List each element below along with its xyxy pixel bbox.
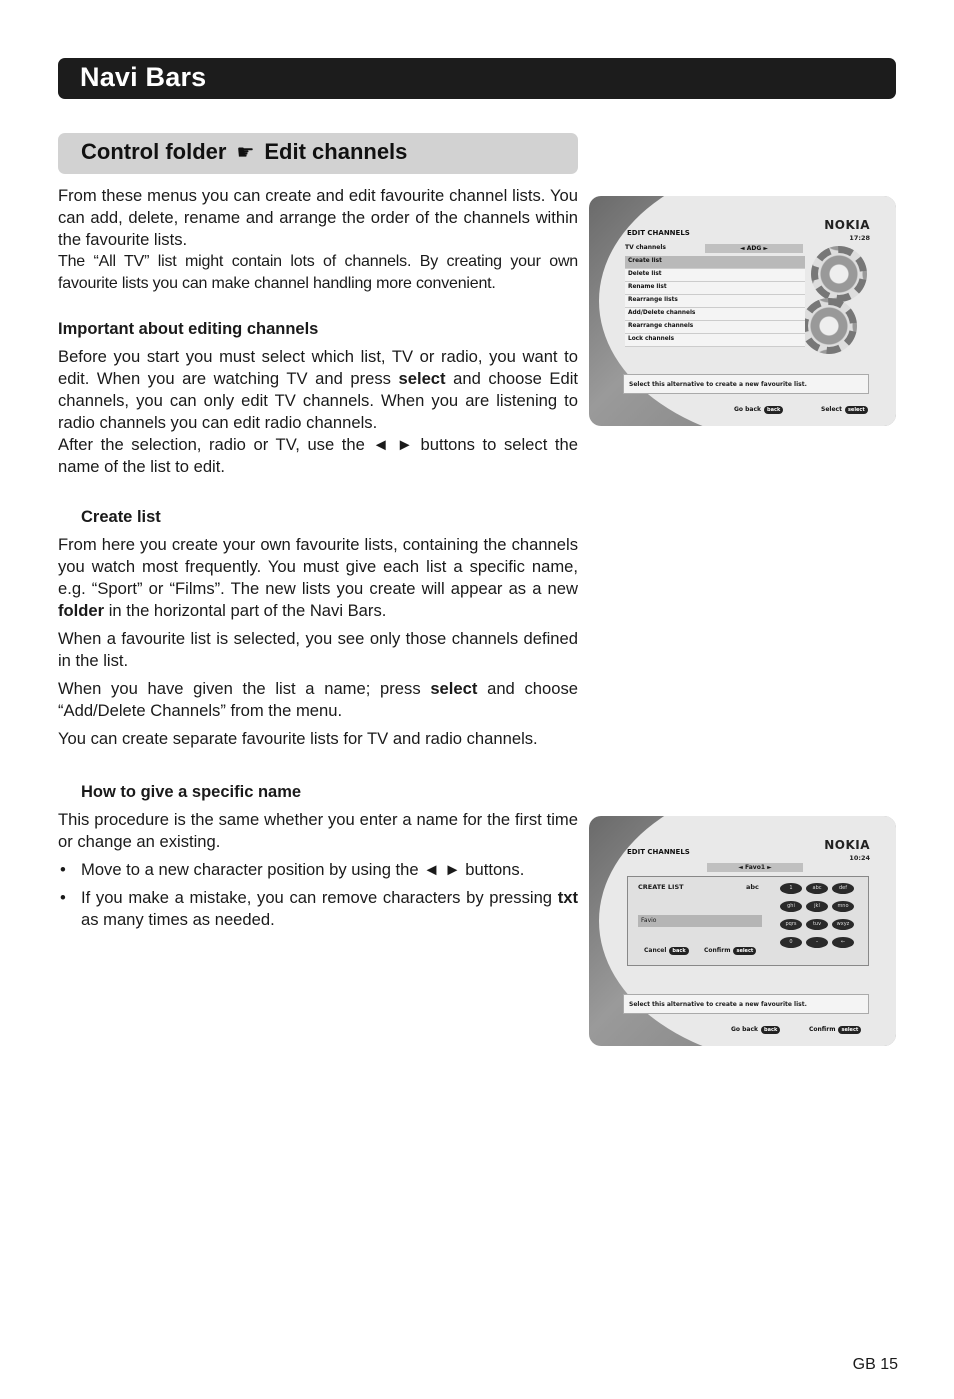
pointing-hand-icon: ☛	[236, 142, 255, 164]
important-heading: Important about editing channels	[58, 320, 319, 338]
intro-text	[58, 185, 578, 295]
section-right: Edit channels	[264, 139, 408, 164]
screen-hint: Select this alternative to create a new favourite list.	[623, 994, 869, 1014]
menu-item-create-list[interactable]: Create list	[625, 256, 805, 269]
key[interactable]: abc	[806, 883, 828, 894]
important-section	[58, 318, 578, 478]
back-button[interactable]: back	[761, 1026, 780, 1034]
list-name-field[interactable]: Favio	[638, 915, 762, 927]
naming-bullets	[58, 859, 578, 931]
menu-item-delete-list[interactable]: Delete list	[625, 269, 805, 282]
key[interactable]: –	[806, 937, 828, 948]
naming-bullet-1: • Move to a new character position by using the ◄ ► buttons.	[58, 859, 578, 881]
input-mode: abc	[746, 883, 759, 891]
create-heading: Create list	[81, 508, 161, 526]
menu-item-lock-channels[interactable]: Lock channels	[625, 334, 805, 347]
screen-title: EDIT CHANNELS	[627, 848, 690, 856]
cancel-button[interactable]: back	[669, 947, 688, 955]
tv-channels-row: TV channels ◄ ADG ►	[625, 244, 805, 256]
confirm-button[interactable]: select	[733, 947, 756, 955]
confirm-footer-hint: Confirm select	[809, 1026, 861, 1034]
naming-paragraph-1: This procedure is the same whether you enter a name for the first time or change an existing.	[58, 810, 578, 851]
select-hint: Select select	[821, 406, 868, 414]
select-button[interactable]: select	[845, 406, 868, 414]
screen-clock: 10:24	[849, 854, 870, 862]
create-paragraph-3: When you have given the list a name; press select and choose “Add/Delete Channels” from the menu.	[58, 679, 578, 720]
create-paragraph-1: From here you create your own favourite lists, containing the channels you watch most frequently. You must give each list a specific name, e.g. “Sport” or “Films”. The new lists you create will appear as a new folder in the horizontal part of the Navi Bars.	[58, 535, 578, 620]
key[interactable]: ghi	[780, 901, 802, 912]
intro-paragraph-2: The “All TV” list might contain lots of channels. By creating your own favourite lists you can make channel handling more convenient.	[58, 253, 578, 292]
naming-section	[58, 781, 578, 937]
create-list-dialog	[627, 876, 869, 966]
go-back-hint: Go back back	[734, 406, 783, 414]
gear-icon	[801, 298, 857, 354]
page-title: Navi Bars	[80, 62, 207, 92]
key[interactable]: jkl	[806, 901, 828, 912]
key[interactable]: pqrs	[780, 919, 802, 930]
important-paragraph-2: After the selection, radio or TV, use the ◄ ► buttons to select the name of the list to edit.	[58, 435, 578, 476]
key[interactable]: 1	[780, 883, 802, 894]
key[interactable]: wxyz	[832, 919, 854, 930]
naming-heading: How to give a specific name	[81, 783, 302, 801]
screen-clock: 17:28	[849, 234, 870, 242]
header-bar	[58, 58, 896, 99]
key[interactable]: mno	[832, 901, 854, 912]
key[interactable]: def	[832, 883, 854, 894]
create-list-screenshot	[589, 816, 896, 1046]
nokia-logo: NOKIA	[824, 218, 870, 232]
screen-hint: Select this alternative to create a new favourite list.	[623, 374, 869, 394]
menu-item-rename-list[interactable]: Rename list	[625, 282, 805, 295]
naming-bullet-2: • If you make a mistake, you can remove characters by pressing txt as many times as needed.	[58, 887, 578, 931]
list-selector[interactable]: ◄ ADG ►	[705, 244, 803, 253]
gear-icon	[811, 246, 867, 302]
create-paragraph-2: When a favourite list is selected, you see only those channels defined in the list.	[58, 629, 578, 670]
nokia-logo: NOKIA	[824, 838, 870, 852]
menu-item-rearrange-channels[interactable]: Rearrange channels	[625, 321, 805, 334]
section-title	[81, 139, 407, 165]
screen-title: EDIT CHANNELS	[627, 229, 690, 237]
section-bar	[58, 133, 578, 174]
key[interactable]: ←	[832, 937, 854, 948]
section-left: Control folder	[81, 139, 227, 164]
cancel-hint: Cancel back	[644, 947, 689, 955]
go-back-hint: Go back back	[731, 1026, 780, 1034]
intro-paragraph-1: From these menus you can create and edit favourite channel lists. You can add, delete, rename and arrange the order of the channels within the favourite lists.	[58, 186, 578, 249]
important-paragraph-1: Before you start you must select which list, TV or radio, you want to edit. When you are watching TV and press select and choose Edit channels, you can only edit TV channels. When you are listening to radio channels you can edit radio channels.	[58, 347, 578, 432]
confirm-footer-button[interactable]: select	[838, 1026, 861, 1034]
menu-item-add-delete-channels[interactable]: Add/Delete channels	[625, 308, 805, 321]
edit-channels-screenshot	[589, 196, 896, 426]
list-selector[interactable]: ◄ Favo1 ►	[707, 863, 803, 872]
menu-item-rearrange-lists[interactable]: Rearrange lists	[625, 295, 805, 308]
dialog-title: CREATE LIST	[638, 883, 684, 891]
edit-channels-menu	[625, 244, 805, 347]
key[interactable]: 0	[780, 937, 802, 948]
confirm-hint: Confirm select	[704, 947, 756, 955]
key[interactable]: tuv	[806, 919, 828, 930]
create-paragraph-4: You can create separate favourite lists for TV and radio channels.	[58, 729, 538, 748]
back-button[interactable]: back	[764, 406, 783, 414]
create-section	[58, 506, 578, 750]
page-number: GB 15	[852, 1356, 898, 1373]
